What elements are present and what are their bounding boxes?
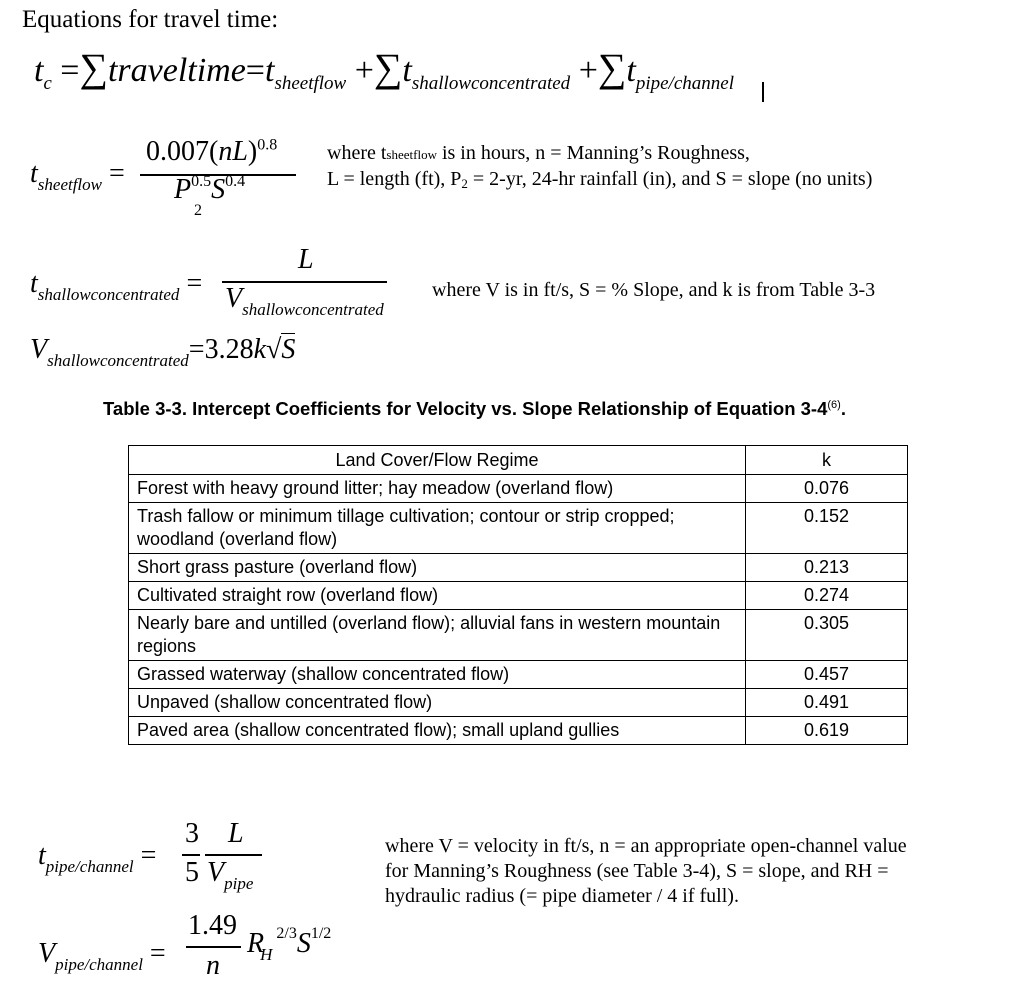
land-cover-cell: Short grass pasture (overland flow) xyxy=(129,554,746,582)
k-value-cell: 0.152 xyxy=(746,503,908,554)
table-row xyxy=(129,582,908,610)
k-value-cell: 0.457 xyxy=(746,661,908,689)
header-k: k xyxy=(746,446,908,475)
k-value-cell: 0.076 xyxy=(746,475,908,503)
shallow-description: where V is in ft/s, S = % Slope, and k is from Table 3-3 xyxy=(432,279,876,301)
land-cover-cell: Forest with heavy ground litter; hay meadow (overland flow) xyxy=(129,475,746,503)
header-land-cover: Land Cover/Flow Regime xyxy=(129,446,746,475)
table-title: Table 3-3. Intercept Coefficients for Velocity vs. Slope Relationship of Equation 3-4$^{(6)}$. xyxy=(103,398,846,419)
heading: Equations for travel time: xyxy=(22,6,279,33)
sheetflow-description: where tsheetflow is in hours, n = Manning’s Roughness, L = length (ft), P2 = 2-yr, 24-hr rainfall (in), and S = slope (no units) xyxy=(327,142,873,191)
land-cover-cell: Cultivated straight row (overland flow) xyxy=(129,582,746,610)
table-row xyxy=(129,717,908,745)
k-value-cell: 0.305 xyxy=(746,610,908,661)
land-cover-cell: Paved area (shallow concentrated flow); small upland gullies xyxy=(129,717,746,745)
table-row xyxy=(129,554,908,582)
equation-v-shallow: $V_{shallowconcentrated}=3.28k√S$ xyxy=(30,334,296,370)
pipe-description: where V = velocity in ft/s, n = an appropriate open-channel value for Manning’s Roughness (see Table 3-4), S = slope, and RH = hydraulic radius (= pipe diameter / 4 if full). xyxy=(385,835,907,907)
k-coefficient-table xyxy=(128,445,908,745)
table-row xyxy=(129,503,908,554)
land-cover-cell: Grassed waterway (shallow concentrated flow) xyxy=(129,661,746,689)
text-cursor xyxy=(762,82,764,102)
table-row xyxy=(129,661,908,689)
table-row xyxy=(129,475,908,503)
land-cover-cell: Nearly bare and untilled (overland flow); alluvial fans in western mountain regions xyxy=(129,610,746,661)
table-header-row xyxy=(129,446,908,475)
k-value-cell: 0.491 xyxy=(746,689,908,717)
table-row xyxy=(129,689,908,717)
k-value-cell: 0.213 xyxy=(746,554,908,582)
k-value-cell: 0.274 xyxy=(746,582,908,610)
k-value-cell: 0.619 xyxy=(746,717,908,745)
land-cover-cell: Trash fallow or minimum tillage cultivation; contour or strip cropped; woodland (overland flow) xyxy=(129,503,746,554)
table-row xyxy=(129,610,908,661)
land-cover-cell: Unpaved (shallow concentrated flow) xyxy=(129,689,746,717)
